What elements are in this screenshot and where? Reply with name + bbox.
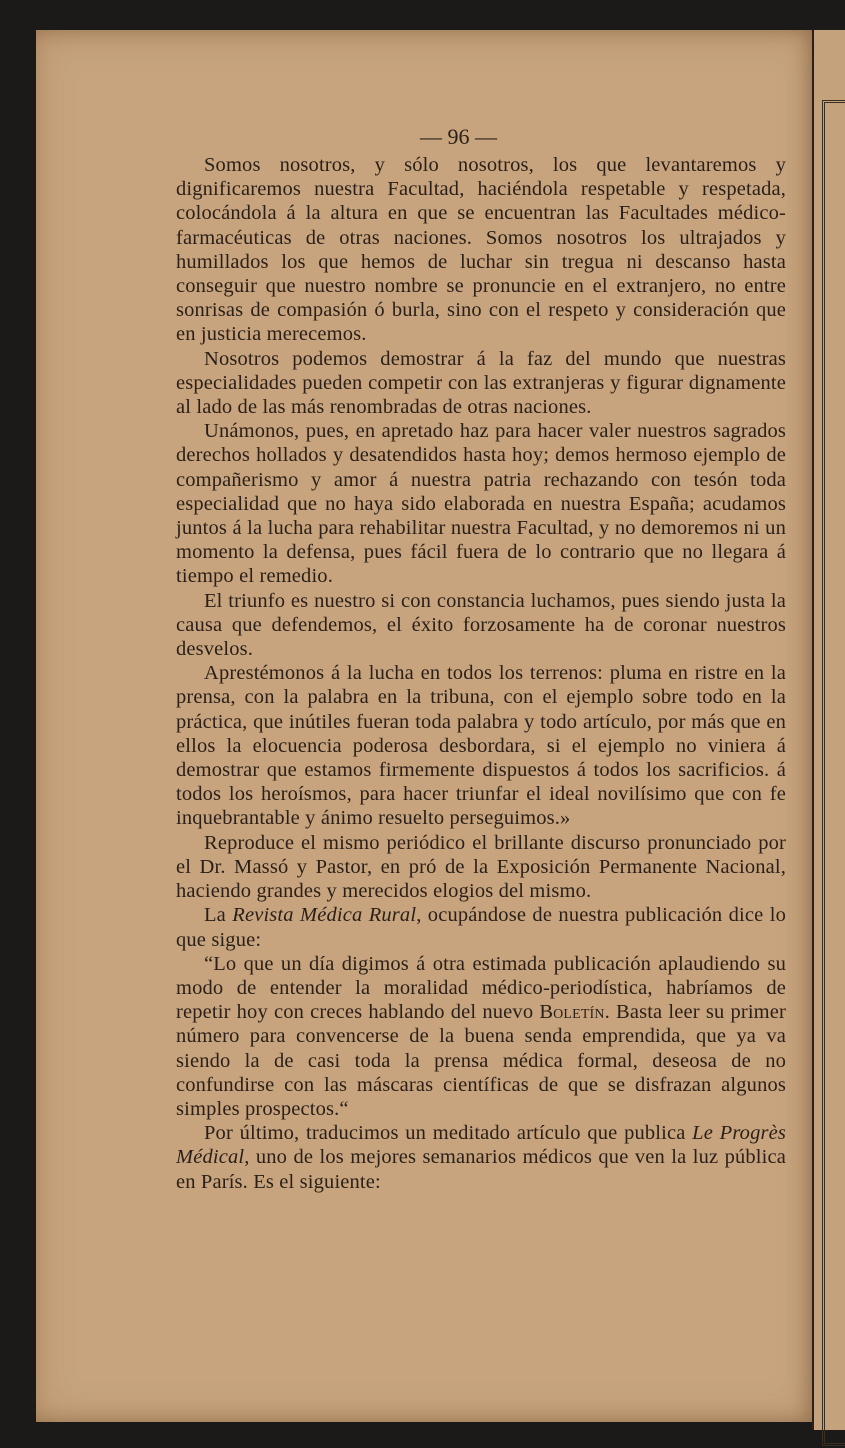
progres-title: Le Progrès Médical [176,1122,786,1169]
p8-after: . Basta leer su primer número para convencerse de la buena senda emprendida, que ya va siendo la de casi toda la prensa médica formal, deseosa de no confundirse con las máscaras científicas de que se disfrazan algunos simples prospectos.“ [176,1001,786,1120]
paragraph-8 [176,952,786,1121]
paragraph-4: El triunfo es nuestro si con constancia luchamos, pues siendo justa la causa que defendemos, el éxito forzosamente ha de coronar nuestros desvelos. [176,589,786,661]
paragraph-6: Reproduce el mismo periódico el brillante discurso pronunciado por el Dr. Massó y Pastor, en pró de la Exposición Permanente Nacional, haciendo grandes y merecidos elogios del mismo. [176,831,786,903]
p7-after: , ocupándose de nuestra publicación dice lo que sigue: [176,904,786,951]
paragraph-7 [176,903,786,951]
adjacent-page-edge [812,30,845,1430]
paragraph-2: Nosotros podemos demostrar á la faz del mundo que nuestras especialidades pueden competir con las extranjeras y figurar dignamente al lado de las más renombradas de otras naciones. [176,347,786,419]
p8-before: “Lo que un día digimos á otra estimada publicación aplaudiendo su modo de entender la moralidad médico-periodística, habríamos de repetir hoy con creces hablando del nuevo [176,952,786,1024]
boletin-name: Boletín [539,1001,605,1024]
revista-title: Revista Médica Rural [232,904,417,927]
adjacent-page-border [822,100,845,1446]
paragraph-9 [176,1121,786,1194]
p9-after: , uno de los mejores semanarios médicos que ven la luz pública en París. Es el siguiente: [176,1146,786,1193]
paragraph-5: Aprestémonos á la lucha en todos los terrenos: pluma en ristre en la prensa, con la palabra en la tribuna, con el ejemplo sobre todo en la práctica, que inútiles fueran toda palabra y todo artículo, por más que en ellos la elocuencia poderosa desbordara, si el ejemplo no viniera á demostrar que estamos firmemente dispuestos á todos los sacrificios. á todos los heroísmos, para hacer triunfar el ideal novilísimo que con fe inquebrantable y ánimo resuelto perseguimos.» [176,662,786,830]
paragraph-1: Somos nosotros, y sólo nosotros, los que levantaremos y dignificaremos nuestra Facultad, haciéndola respetable y respetada, colocándola á la altura en que se encuentran las Facultades médico-farmacéuticas de otras naciones. Somos nosotros los ultrajados y humillados los que hemos de luchar sin tregua ni descanso hasta conseguir que nuestro nombre se pronuncie en el extranjero, no entre sonrisas de compasión ó burla, sino con el respeto y consideración que en justicia merecemos. [176,154,786,346]
p7-before: La [204,904,233,927]
paragraph-3: Unámonos, pues, en apretado haz para hacer valer nuestros sagrados derechos hollados y desatendidos hasta hoy; demos hermoso ejemplo de compañerismo y amor á nuestra patria rechazando con tesón toda especialidad que no haya sido elaborada en nuestra España; acudamos juntos á la lucha para rehabilitar nuestra Facultad, y no demoremos ni un momento la defensa, pues fácil fuera de lo contrario que no llegara á tiempo el remedio. [176,420,786,588]
p9-before: Por último, traducimos un meditado artículo que publica [204,1122,693,1145]
page-number: — 96 — [420,124,497,149]
body-text [176,153,786,1194]
